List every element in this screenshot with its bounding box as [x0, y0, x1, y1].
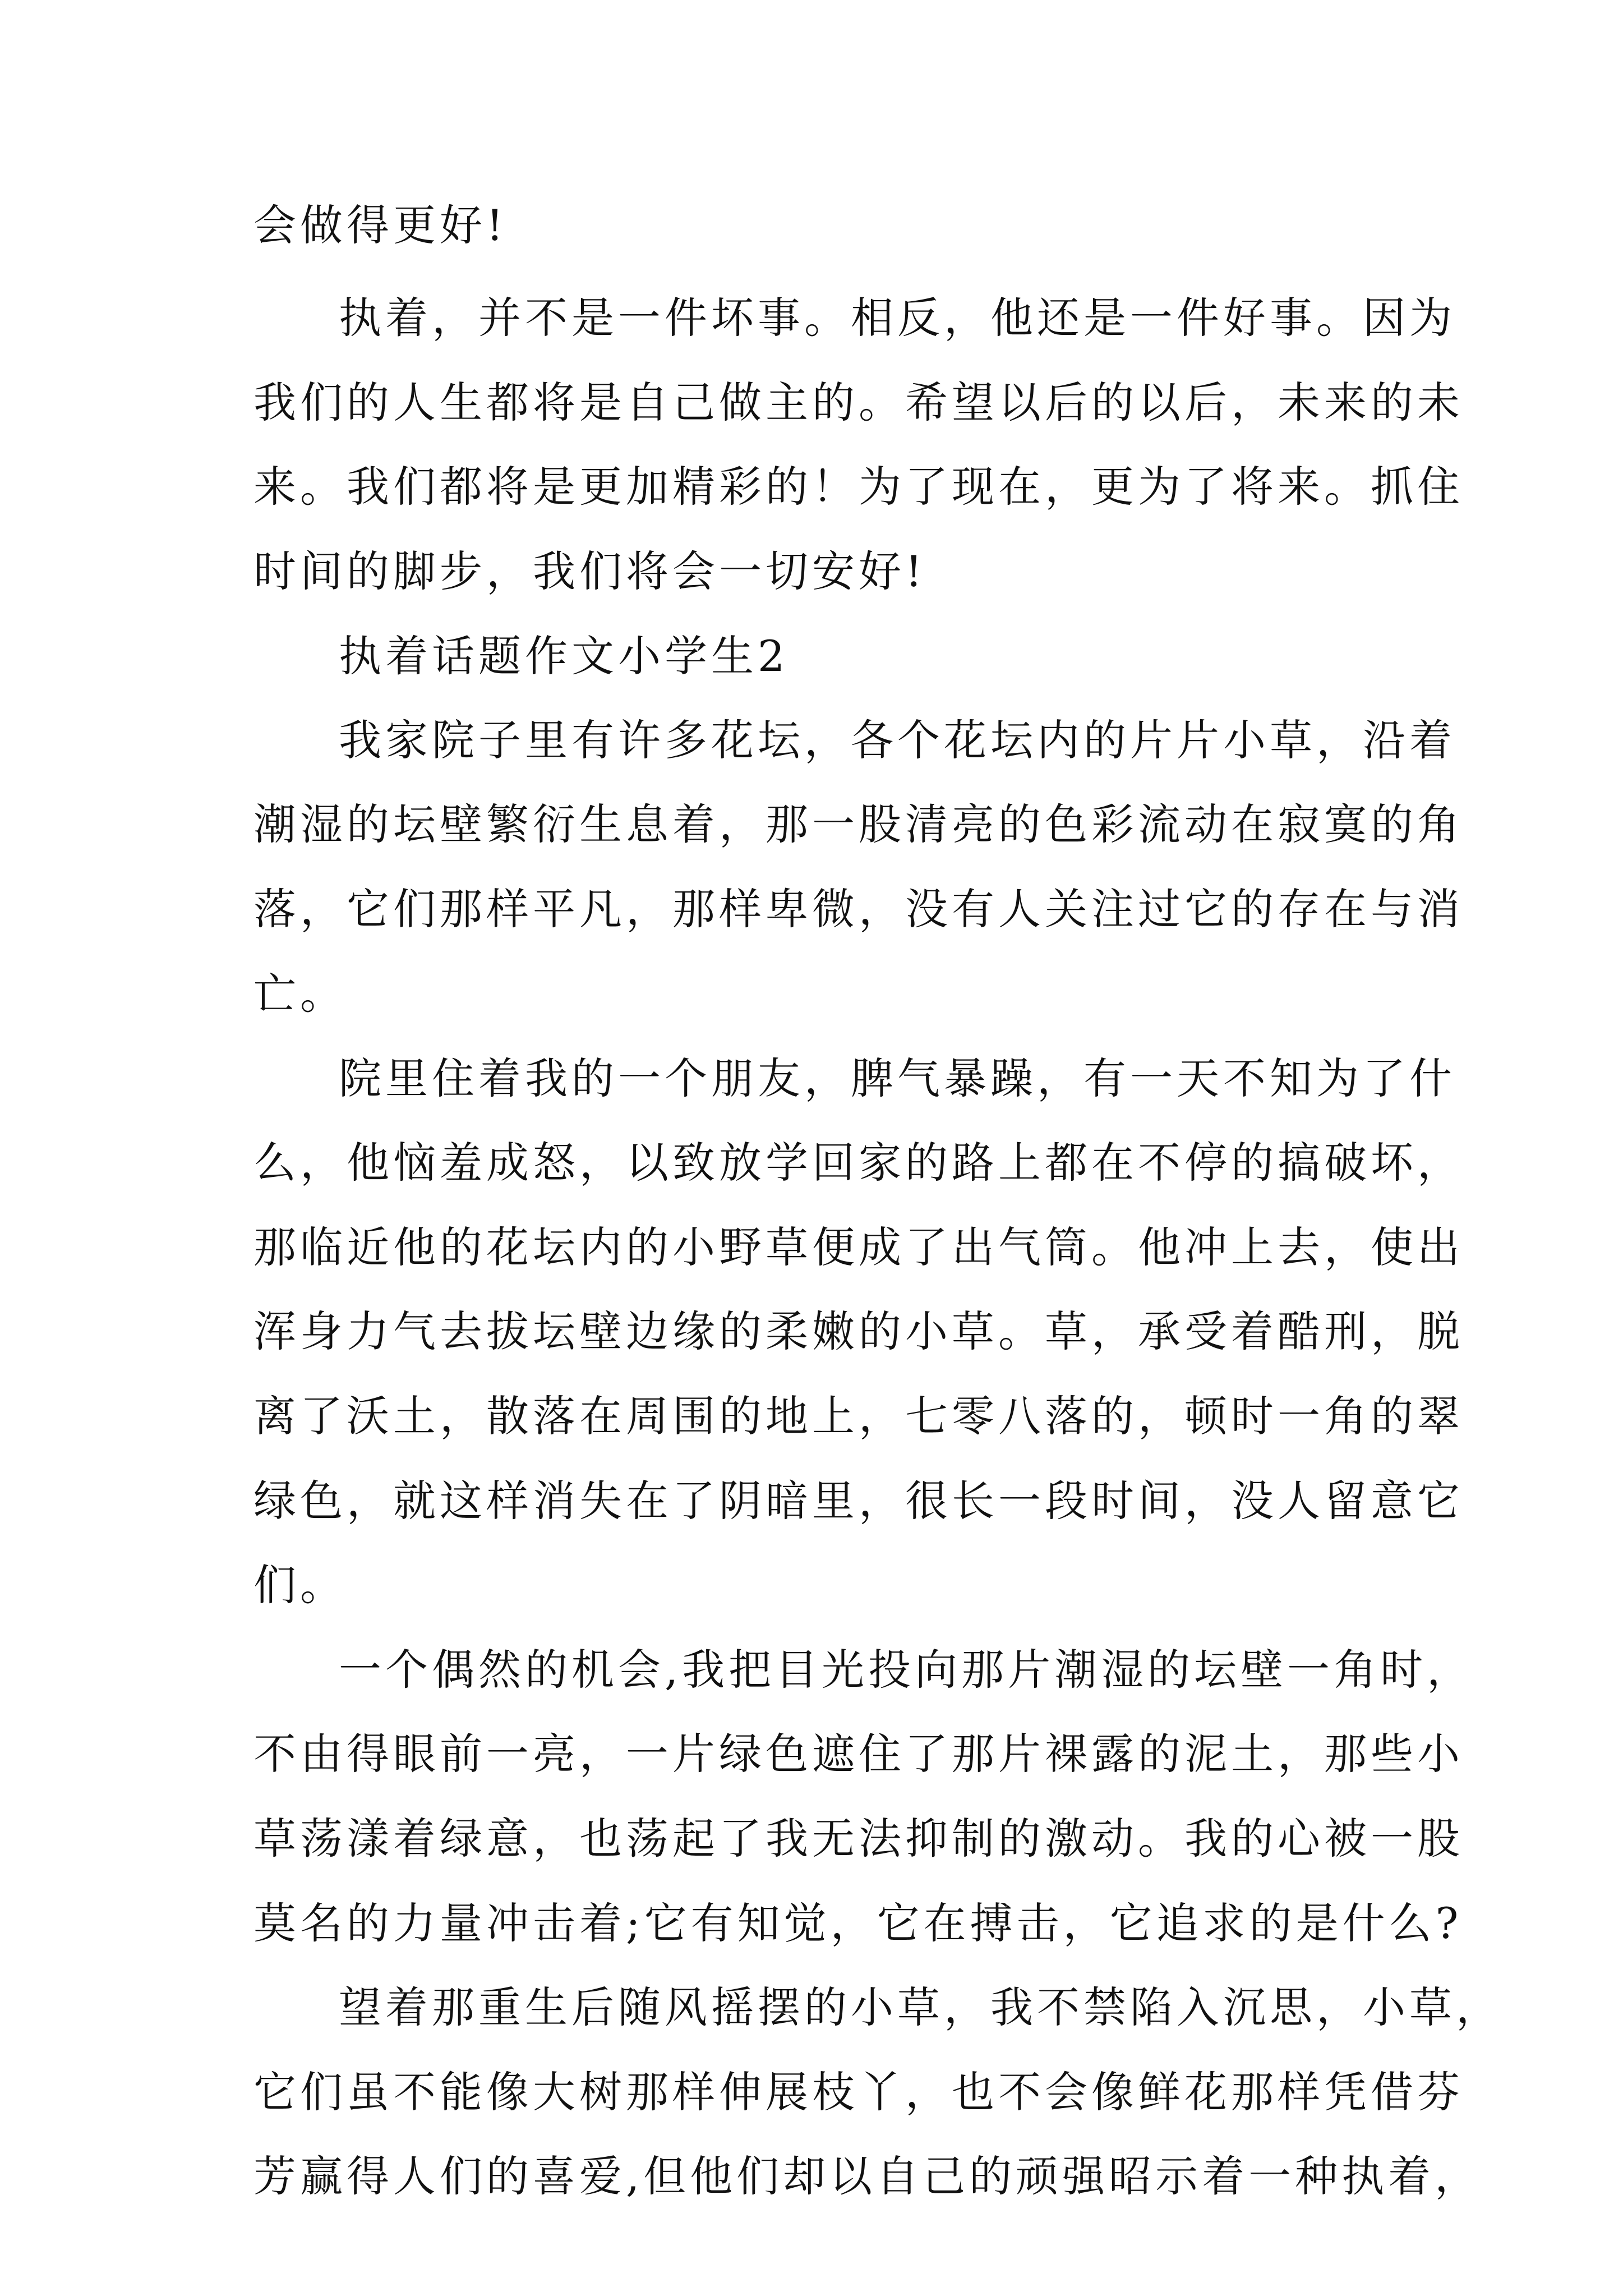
text-line: 么，他恼羞成怒，以致放学回家的路上都在不停的搞破坏，	[253, 1138, 1464, 1188]
text-line: 莫名的力量冲击着;它有知觉，它在搏击，它追求的是什么?	[253, 1898, 1463, 1948]
text-line: 我们的人生都将是自己做主的。希望以后的以后，未来的未	[253, 378, 1464, 427]
text-line: 会做得更好!	[253, 200, 508, 250]
paragraph-start: 一个偶然的机会,我把目光投向那片潮湿的坛壁一角时，	[339, 1645, 1474, 1695]
section-heading: 执着话题作文小学生2	[339, 631, 789, 681]
text-line: 离了沃土，散落在周围的地上，七零八落的，顿时一角的翠	[253, 1391, 1464, 1441]
text-line: 草荡漾着绿意，也荡起了我无法抑制的激动。我的心被一股	[253, 1814, 1464, 1864]
paragraph-start: 执着，并不是一件坏事。相反，他还是一件好事。因为	[339, 293, 1456, 343]
text-line: 芳赢得人们的喜爱,但他们却以自己的顽强昭示着一种执着，	[253, 2151, 1482, 2201]
text-line: 浑身力气去拔坛壁边缘的柔嫩的小草。草，承受着酷刑，脱	[253, 1306, 1464, 1356]
text-line: 们。	[253, 1560, 347, 1610]
text-line: 时间的脚步，我们将会一切安好!	[253, 546, 926, 596]
text-line: 不由得眼前一亮，一片绿色遮住了那片裸露的泥土，那些小	[253, 1729, 1464, 1779]
paragraph-start: 我家院子里有许多花坛，各个花坛内的片片小草，沿着	[339, 715, 1456, 765]
text-line: 那临近他的花坛内的小野草便成了出气筒。他冲上去，使出	[253, 1222, 1464, 1272]
text-line: 绿色，就这样消失在了阴暗里，很长一段时间，没人留意它	[253, 1476, 1464, 1526]
text-line: 潮湿的坛壁繁衍生息着，那一股清亮的色彩流动在寂寞的角	[253, 799, 1464, 849]
paragraph-start: 望着那重生后随风摇摆的小草，我不禁陷入沉思，小草，	[339, 1982, 1502, 2032]
text-line: 落，它们那样平凡，那样卑微，没有人关注过它的存在与消	[253, 884, 1464, 934]
text-line: 它们虽不能像大树那样伸展枝丫，也不会像鲜花那样凭借芬	[253, 2067, 1464, 2117]
text-line: 亡。	[253, 969, 347, 1019]
paragraph-start: 院里住着我的一个朋友，脾气暴躁，有一天不知为了什	[339, 1053, 1456, 1103]
text-line: 来。我们都将是更加精彩的！为了现在，更为了将来。抓住	[253, 462, 1464, 512]
